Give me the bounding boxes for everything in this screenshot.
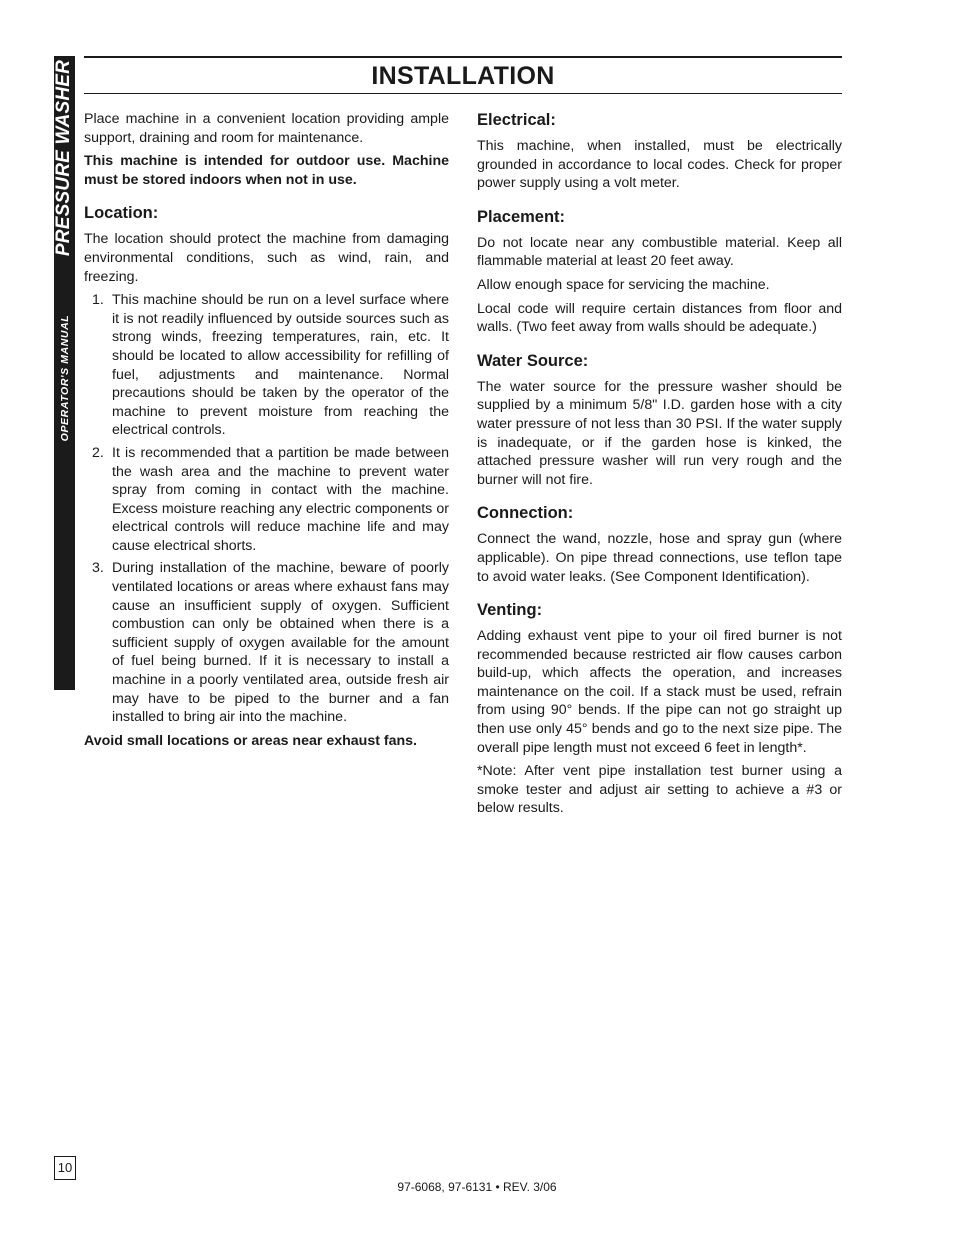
sidebar-subtitle: OPERATOR'S MANUAL xyxy=(59,314,71,442)
footer-doc-code: 97-6068, 97-6131 • REV. 3/06 xyxy=(397,1180,557,1194)
connection-heading: Connection: xyxy=(477,504,574,523)
right-column xyxy=(477,110,842,823)
title-rule-top xyxy=(84,56,842,58)
intro-paragraph: Place machine in a convenient location providing ample support, draining and room for maintenance. xyxy=(84,111,449,146)
list-item xyxy=(84,291,449,440)
outdoor-notice: This machine is intended for outdoor use. Machine must be stored indoors when not in use. xyxy=(84,153,449,188)
sidebar-title: PRESSURE WASHER xyxy=(53,59,74,257)
left-column xyxy=(84,110,449,755)
venting-heading: Venting: xyxy=(477,601,543,620)
list-item-number: 2. xyxy=(92,444,104,461)
location-heading: Location: xyxy=(84,204,159,223)
electrical-heading: Electrical: xyxy=(477,111,556,129)
placement-paragraph-3: Local code will require certain distances from floor and walls. (Two feet away from walls should be adequate.) xyxy=(477,300,842,336)
page-number: 10 xyxy=(54,1156,76,1180)
water-source-paragraph: The water source for the pressure washer should be supplied by a minimum 5/8" I.D. garden hose with a city water pressure of not less than 30 PSI. If the water supply is inadequate, or if the garden hose is kinked, the attached pressure washer will run very rough and the burner will not fire. xyxy=(477,378,842,488)
list-item-text: It is recommended that a partition be made between the wash area and the machine to prevent water spray from coming in contact with the machine. Excess moisture reaching any electric components or electrical controls will reduce machine life and may cause electrical shorts. xyxy=(112,444,449,554)
venting-note: *Note: After vent pipe installation test burner using a smoke tester and adjust air setting to achieve a #3 or below results. xyxy=(477,763,842,817)
location-paragraph: The location should protect the machine from damaging environmental conditions, such as wind, rain, and freezing. xyxy=(84,231,449,285)
placement-paragraph-1: Do not locate near any combustible material. Keep all flammable material at least 20 feet away. xyxy=(477,234,842,270)
electrical-paragraph: This machine, when installed, must be electrically grounded in accordance to local codes. Check for proper power supply using a volt meter. xyxy=(477,138,842,192)
connection-paragraph: Connect the wand, nozzle, hose and spray gun (where applicable). On pipe thread connections, use teflon tape to avoid water leaks. (See Component Identification). xyxy=(477,531,842,585)
list-item xyxy=(84,559,449,726)
list-item-text: This machine should be run on a level surface where it is not readily influenced by outside sources such as strong winds, freezing temperatures, rain, etc. It should be located to allow accessibility for refilling of fuel, adjustments and maintenance. Normal precautions should be taken by the operator of the machine to prevent moisture from reaching the electrical controls. xyxy=(112,292,449,439)
page-title: INSTALLATION xyxy=(371,62,555,90)
venting-paragraph: Adding exhaust vent pipe to your oil fired burner is not recommended because restricted air flow causes carbon build-up, which affects the operation, and increases maintenance on the coil. If a stack must be used, refrain from using 90° bends. If the pipe can not go straight up then use only 45° bends and go to the next size pipe. The overall pipe length must not exceed 6 feet in length*. xyxy=(477,628,842,756)
placement-heading: Placement: xyxy=(477,207,566,226)
water-source-heading: Water Source: xyxy=(477,351,589,370)
avoid-notice: Avoid small locations or areas near exhaust fans. xyxy=(84,732,418,749)
list-item-text: During installation of the machine, beware of poorly ventilated locations or areas where exhaust fans may cause an insufficient supply of oxygen. Sufficient combustion can only be obtained when there is a sufficient supply of oxygen available for the amount of fuel being burned. If it is necessary to install a machine in a poorly ventilated area, outside fresh air may have to be piped to the burner and a fan installed to bring air into the machine. xyxy=(112,560,449,726)
list-item-number: 1. xyxy=(92,292,104,309)
title-rule-bottom xyxy=(84,93,842,94)
list-item-number: 3. xyxy=(92,560,104,577)
location-list xyxy=(84,291,449,727)
placement-paragraph-2: Allow enough space for servicing the machine. xyxy=(477,276,770,293)
list-item xyxy=(84,444,449,556)
